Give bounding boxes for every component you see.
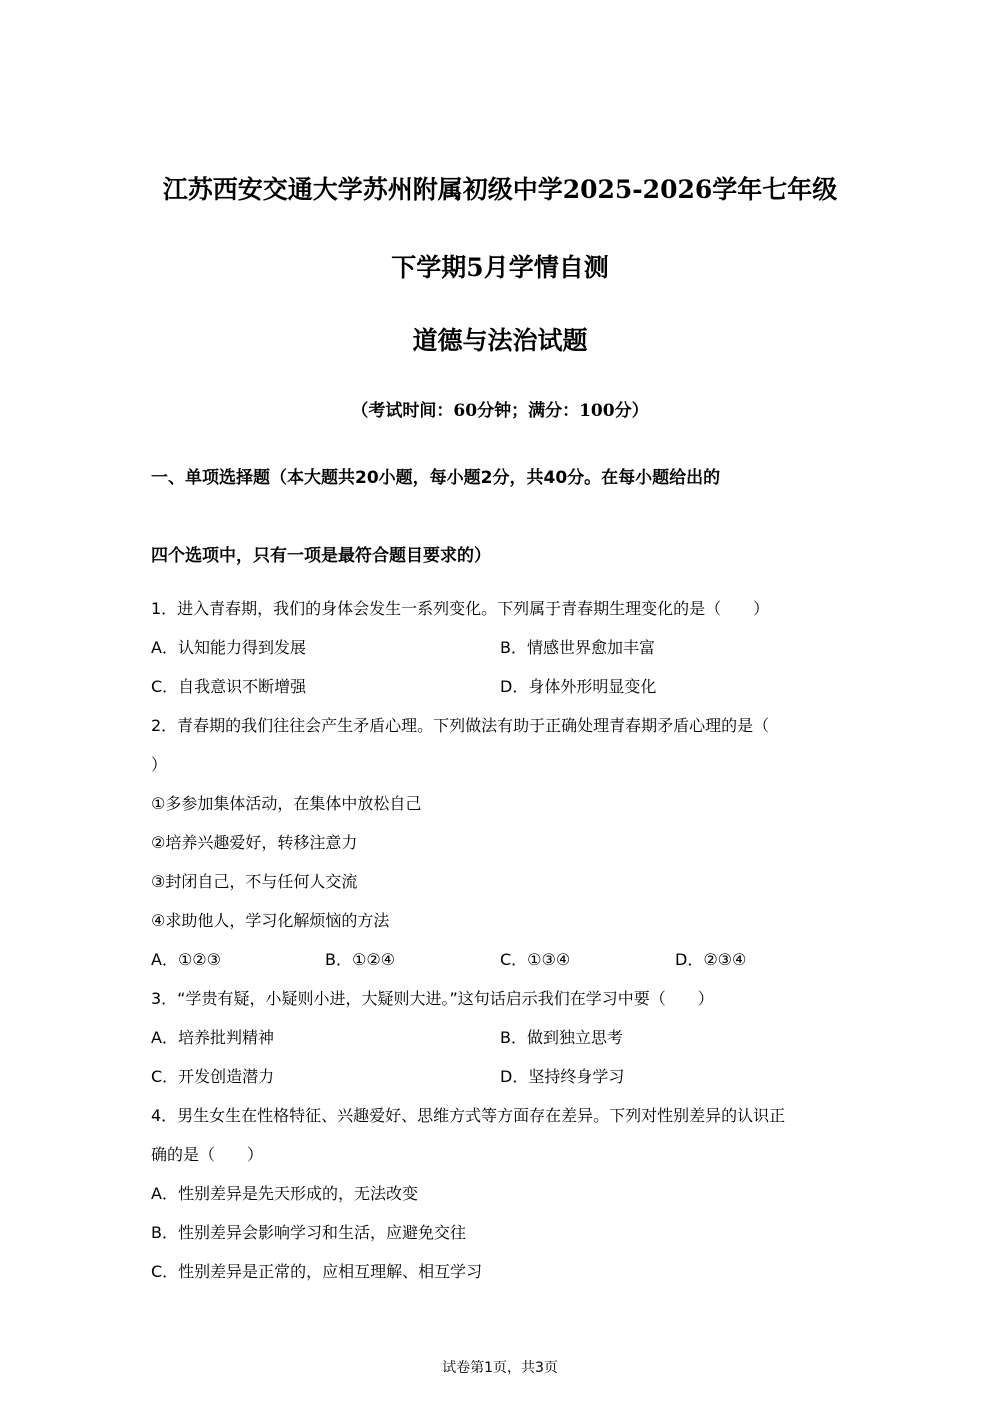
question-1-option-d: D．身体外形明显变化 bbox=[500, 677, 657, 696]
question-2-option-c: C．①③④ bbox=[500, 950, 571, 969]
exam-time-score-info: （考试时间：60分钟；满分：100分） bbox=[351, 401, 649, 421]
question-4-option-b: B．性别差异会影响学习和生活，应避免交往 bbox=[151, 1223, 466, 1242]
question-4-stem-line2: 确的是（ ） bbox=[151, 1145, 264, 1164]
question-3-option-a: A．培养批判精神 bbox=[151, 1028, 274, 1047]
question-3-option-d: D．坚持终身学习 bbox=[500, 1067, 625, 1086]
question-3-stem: 3．“学贵有疑，小疑则小进，大疑则大进。”这句话启示我们在学习中要（ ） bbox=[151, 989, 714, 1008]
section-heading-line1: 一、单项选择题（本大题共20小题，每小题2分，共40分。在每小题给出的 bbox=[151, 468, 721, 488]
question-2-option-d: D．②③④ bbox=[675, 950, 747, 969]
question-1-option-a: A．认知能力得到发展 bbox=[151, 638, 306, 657]
question-2-stem-line2: ） bbox=[151, 755, 168, 774]
exam-title-line2: 下学期5月学情自测 bbox=[391, 253, 609, 282]
question-2-option-a: A．①②③ bbox=[151, 950, 221, 969]
question-3-option-b: B．做到独立思考 bbox=[500, 1028, 623, 1047]
question-4-option-c: C．性别差异是正常的，应相互理解、相互学习 bbox=[151, 1262, 483, 1281]
section-heading-line2: 四个选项中，只有一项是最符合题目要求的） bbox=[151, 546, 491, 566]
question-2-item-3: ③封闭自己，不与任何人交流 bbox=[151, 872, 358, 891]
question-4-option-a: A．性别差异是先天形成的，无法改变 bbox=[151, 1184, 418, 1203]
question-2-item-1: ①多参加集体活动，在集体中放松自己 bbox=[151, 794, 422, 813]
question-1-option-b: B．情感世界愈加丰富 bbox=[500, 638, 655, 657]
question-1-stem: 1．进入青春期，我们的身体会发生一系列变化。下列属于青春期生理变化的是（ ） bbox=[151, 599, 770, 618]
question-3-option-c: C．开发创造潜力 bbox=[151, 1067, 275, 1086]
question-1-option-c: C．自我意识不断增强 bbox=[151, 677, 307, 696]
question-2-item-2: ②培养兴趣爱好，转移注意力 bbox=[151, 833, 358, 852]
question-2-item-4: ④求助他人，学习化解烦恼的方法 bbox=[151, 911, 390, 930]
question-2-option-b: B．①②④ bbox=[325, 950, 396, 969]
page-footer: 试卷第1页，共3页 bbox=[442, 1360, 558, 1376]
question-4-stem-line1: 4．男生女生在性格特征、兴趣爱好、思维方式等方面存在差异。下列对性别差异的认识正 bbox=[151, 1106, 786, 1125]
question-2-stem-line1: 2．青春期的我们往往会产生矛盾心理。下列做法有助于正确处理青春期矛盾心理的是（ bbox=[151, 716, 770, 735]
exam-subject-title: 道德与法治试题 bbox=[412, 326, 588, 355]
exam-title-line1: 江苏西安交通大学苏州附属初级中学2025-2026学年七年级 bbox=[162, 175, 838, 204]
